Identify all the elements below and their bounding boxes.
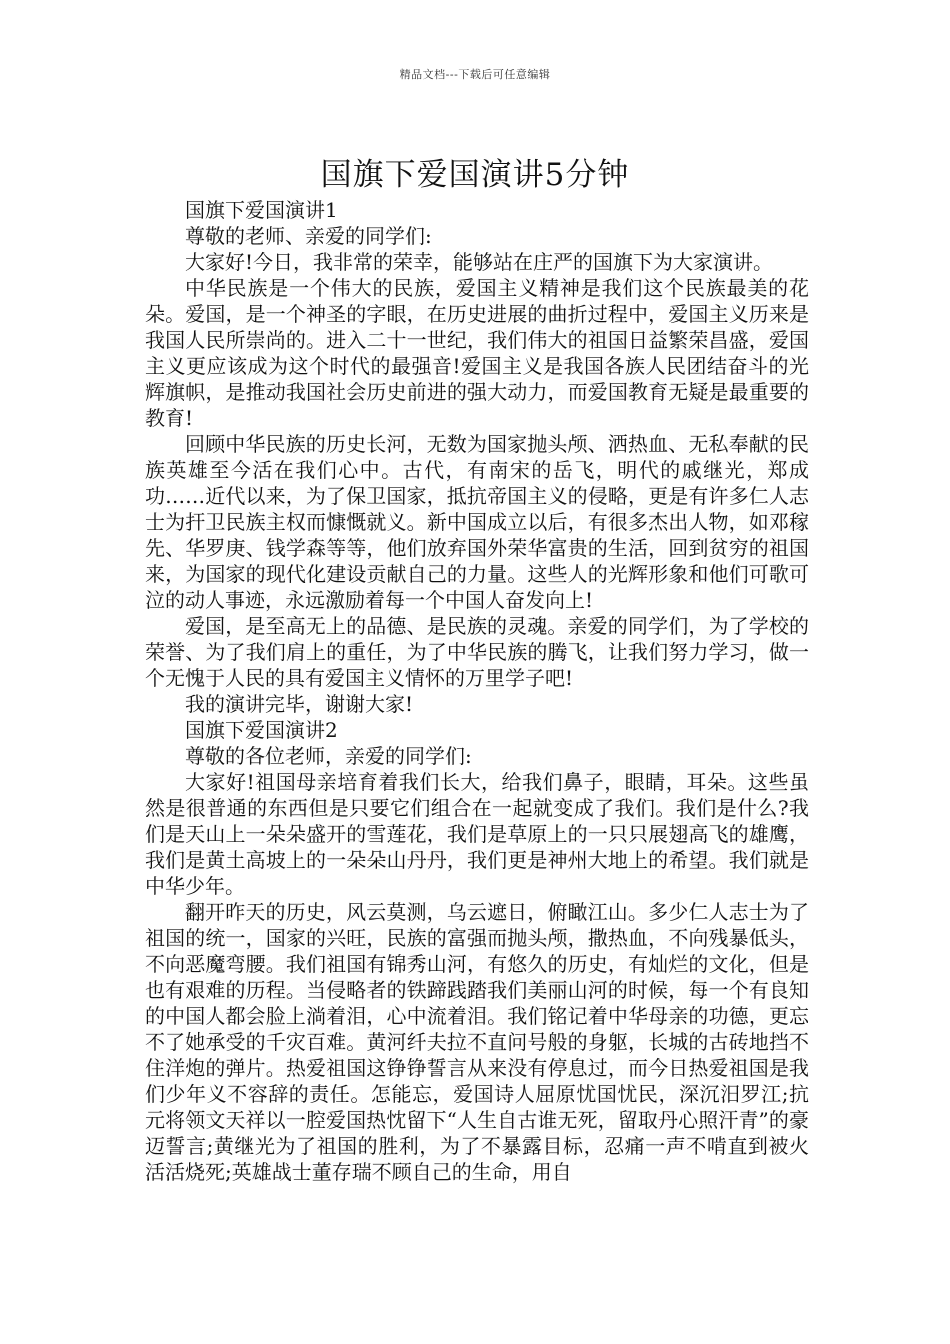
document-title: 国旗下爱国演讲5分钟 [320, 156, 630, 193]
section-heading-2: 国旗下爱国演讲2 [185, 718, 338, 742]
header-note: 精品文档---下载后可任意编辑 [399, 68, 551, 81]
section-heading-1: 国旗下爱国演讲1 [185, 198, 338, 222]
paragraph: 大家好!祖国母亲培育着我们长大，给我们鼻子，眼睛，耳朵。这些虽然是很普通的东西但是只要它们组合在一起就变成了我们。我们是什么?我们是天山上一朵朵盛开的雪莲花，我们是草原上的一只只展翅高飞的雄鹰，我们是黄土高坡上的一朵朵山丹丹，我们更是神州大地上的希望。我们就是中华少年。 [145, 770, 809, 898]
salutation-1: 尊敬的老师、亲爱的同学们: [185, 224, 432, 248]
closing-line: 我的演讲完毕，谢谢大家! [185, 692, 414, 716]
paragraph: 爱国，是至高无上的品德、是民族的灵魂。亲爱的同学们，为了学校的荣誉、为了我们肩上的重任，为了中华民族的腾飞，让我们努力学习，做一个无愧于人民的具有爱国主义情怀的万里学子吧! [145, 614, 809, 690]
paragraph: 回顾中华民族的历史长河，无数为国家抛头颅、洒热血、无私奉献的民族英雄至今活在我们心中。古代，有南宋的岳飞，明代的戚继光，郑成功……近代以来，为了保卫国家，抵抗帝国主义的侵略，更是有许多仁人志士为扞卫民族主权而慷慨就义。新中国成立以后，有很多杰出人物，如邓稼先、华罗庚、钱学森等等，他们放弃国外荣华富贵的生活，回到贫穷的祖国来，为国家的现代化建设贡献自己的力量。这些人的光辉形象和他们可歌可泣的动人事迹，永远激励着每一个中国人奋发向上! [145, 432, 809, 612]
paragraph: 大家好!今日，我非常的荣幸，能够站在庄严的国旗下为大家演讲。 [185, 250, 774, 274]
paragraph: 翻开昨天的历史，风云莫测，乌云遮日，俯瞰江山。多少仁人志士为了祖国的统一，国家的兴旺，民族的富强而抛头颅，撒热血，不向残暴低头，不向恶魔弯腰。我们祖国有锦秀山河，有悠久的历史，有灿烂的文化，但是也有艰难的历程。当侵略者的铁蹄践踏我们美丽山河的时候，每一个有良知的中国人都会脸上淌着泪，心中流着泪。我们铭记着中华母亲的功德，更忘不了她承受的千灾百难。黄河纤夫拉不直问号般的身躯，长城的古砖地挡不住洋炮的弹片。热爱祖国这铮铮誓言从来没有停息过，而今日热爱祖国是我们少年义不容辞的责任。怎能忘，爱国诗人屈原忧国忧民，深沉汨罗江;抗元将领文天祥以一腔爱国热忱留下“人生自古谁无死，留取丹心照汗青”的豪迈誓言;黄继光为了祖国的胜利，为了不暴露目标，忍痛一声不啃直到被火活活烧死;英雄战士董存瑞不顾自己的生命，用自 [145, 900, 809, 1184]
salutation-2: 尊敬的各位老师，亲爱的同学们: [185, 744, 472, 768]
document-body [145, 197, 809, 1185]
paragraph: 中华民族是一个伟大的民族，爱国主义精神是我们这个民族最美的花朵。爱国，是一个神圣的字眼，在历史进展的曲折过程中，爱国主义历来是我国人民所崇尚的。进入二十一世纪，我们伟大的祖国日益繁荣昌盛，爱国主义更应该成为这个时代的最强音!爱国主义是我国各族人民团结奋斗的光辉旗帜，是推动我国社会历史前进的强大动力，而爱国教育无疑是最重要的教育! [145, 276, 809, 430]
